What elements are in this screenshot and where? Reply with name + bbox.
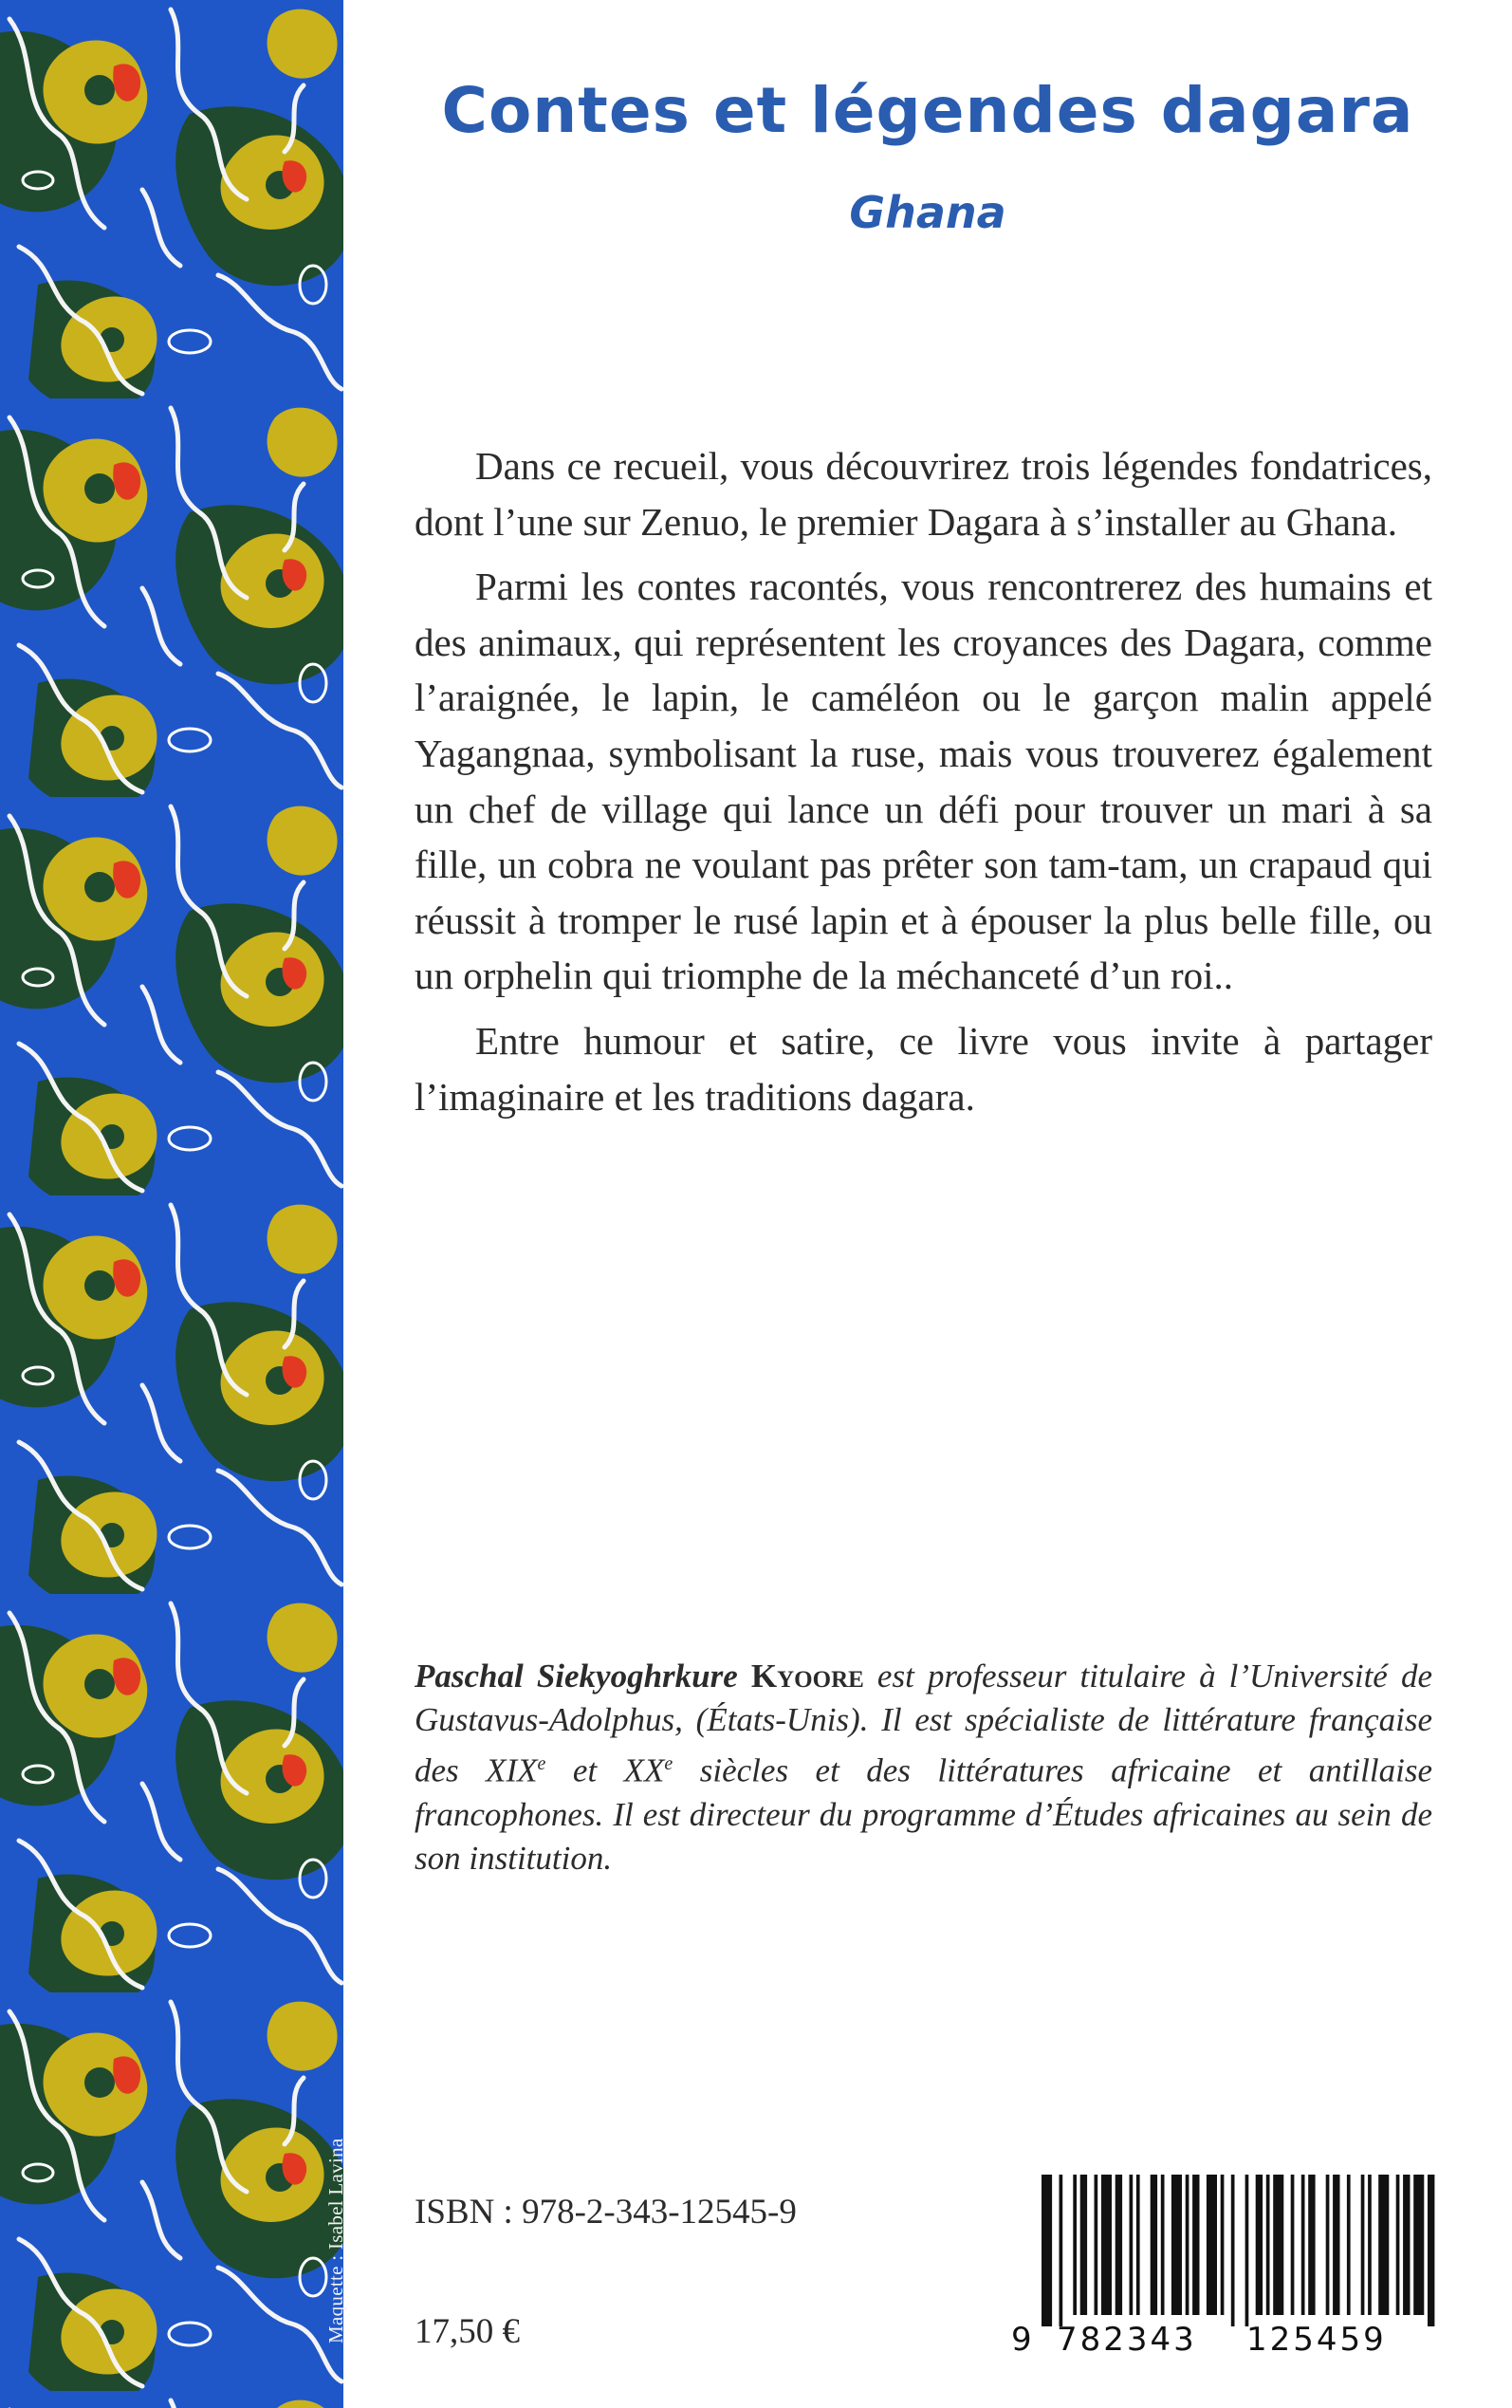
- layout-credit: Maquette : Isabel Lavina: [324, 2138, 347, 2343]
- barcode-bar: [1151, 2175, 1157, 2315]
- author-surname: Kyoore: [750, 1658, 864, 1695]
- barcode-bar: [1060, 2175, 1063, 2326]
- textile-pattern-image: [0, 0, 343, 2408]
- barcode-bar: [1273, 2175, 1283, 2315]
- isbn-number: ISBN : 978-2-343-12545-9: [415, 2193, 797, 2232]
- textile-pattern-strip: [0, 0, 347, 2408]
- barcode-bar: [1378, 2175, 1389, 2315]
- bio-text: et XX: [545, 1751, 665, 1789]
- book-blurb: [415, 438, 1432, 1124]
- barcode-bar: [1368, 2175, 1372, 2315]
- author-given-name: Paschal Siekyoghrkure: [415, 1658, 738, 1695]
- barcode-bars: [1009, 2175, 1436, 2326]
- barcode-bar: [1256, 2175, 1263, 2315]
- barcode-digits-right: 125459: [1246, 2321, 1387, 2359]
- author-name: [415, 1658, 864, 1695]
- barcode-bar: [1101, 2175, 1112, 2315]
- barcode-bar: [1266, 2175, 1270, 2315]
- barcode-bar: [1136, 2175, 1140, 2315]
- barcode-bar: [1186, 2175, 1189, 2315]
- barcode-bar: [1231, 2175, 1235, 2326]
- barcode-bar: [1192, 2175, 1199, 2315]
- barcode-bar: [1308, 2175, 1315, 2315]
- barcode-bar: [1245, 2175, 1249, 2326]
- blurb-paragraph: Dans ce recueil, vous découvrirez trois légendes fondatrices, dont l’une sur Zenuo, le premier Dagara à s’installer au Ghana.: [415, 444, 1432, 544]
- barcode-digit-first: 9: [1011, 2321, 1032, 2359]
- bio-text: siècles et des littératures africaine et antillaise francophones. Il est directeur du programme d’Études africaines au sein de son institution.: [415, 1751, 1432, 1877]
- author-bio: [415, 1655, 1432, 1880]
- century-superscript: e: [537, 1753, 546, 1774]
- barcode-bar: [1207, 2175, 1217, 2315]
- barcode-bar: [1095, 2175, 1098, 2315]
- barcode-bar: [1347, 2175, 1351, 2315]
- barcode-bar: [1396, 2175, 1400, 2315]
- barcode-bar: [1291, 2175, 1295, 2315]
- price: 17,50 €: [415, 2312, 520, 2351]
- barcode-bar: [1130, 2175, 1134, 2315]
- blurb-paragraph: Entre humour et satire, ce livre vous invite à partager l’imaginaire et les traditions dagara.: [415, 1018, 1432, 1119]
- barcode-digits-left: 782343: [1057, 2321, 1197, 2359]
- barcode-bar: [1428, 2175, 1434, 2326]
- barcode-bar: [1161, 2175, 1165, 2315]
- barcode-digits: [1009, 2317, 1436, 2364]
- barcode-bar: [1171, 2175, 1182, 2315]
- bio-text: est professeur titulaire à l’Université de Gustavus-Adolphus, (États-Unis). Il est spécialiste de littérature française des XIX: [415, 1658, 1432, 1789]
- barcode-bar: [1326, 2175, 1330, 2315]
- book-subtitle: Ghana: [849, 187, 1006, 238]
- barcode-bar: [1116, 2175, 1122, 2315]
- barcode-bar: [1403, 2175, 1410, 2315]
- barcode-bar: [1221, 2175, 1225, 2315]
- barcode-bar: [1042, 2175, 1052, 2326]
- barcode-bar: [1080, 2175, 1087, 2315]
- book-title: Contes et légendes dagara: [441, 74, 1414, 147]
- barcode-bar: [1361, 2175, 1365, 2315]
- blurb-paragraph: Parmi les contes racontés, vous rencontrerez des humains et des animaux, qui représentent les croyances des Dagara, comme l’araignée, le lapin, le caméléon ou le garçon malin appelé Yagangnaa, symbolisant la ruse, mais vous trouverez également un chef de village qui lance un défi pour trouver un mari à sa fille, un cobra ne voulant pas prêter son tam-tam, un crapaud qui réussit à tromper le rusé lapin et à épouser la plus belle fille, ou un orphelin qui triomphe de la méchanceté d’un roi..: [415, 565, 1432, 998]
- century-superscript: e: [664, 1753, 673, 1774]
- barcode-bar: [1301, 2175, 1305, 2315]
- barcode-bar: [1413, 2175, 1424, 2315]
- barcode-bar: [1073, 2175, 1077, 2315]
- barcode: [1009, 2175, 1436, 2364]
- barcode-bar: [1333, 2175, 1339, 2315]
